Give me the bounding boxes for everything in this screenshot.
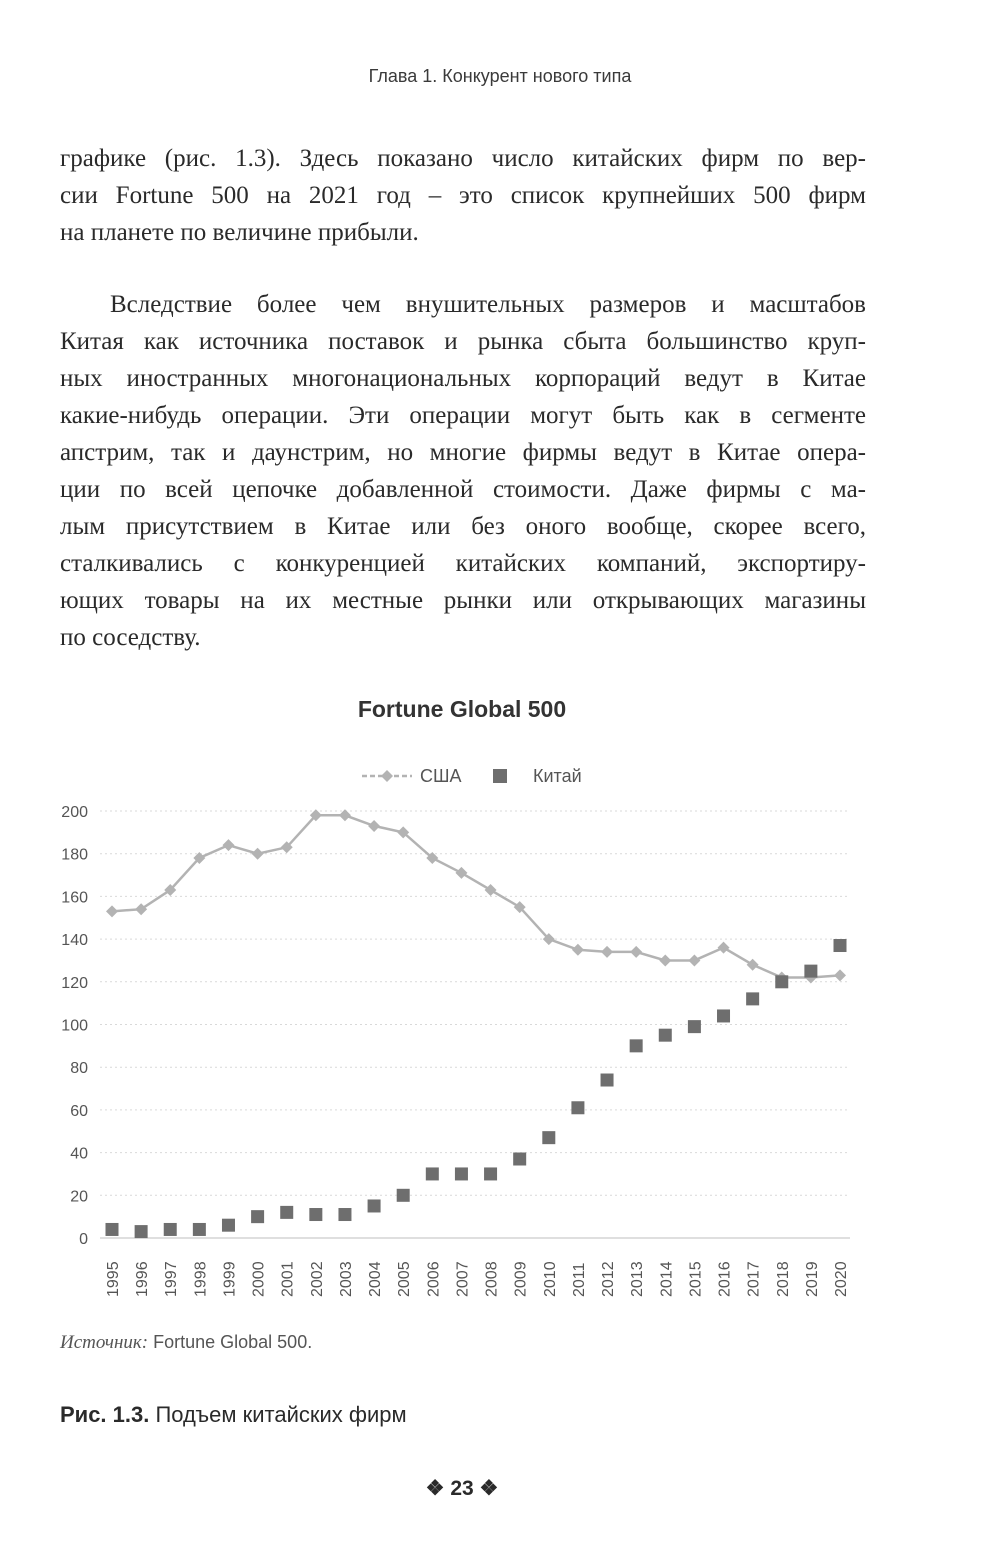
y-tick-label: 140	[61, 932, 88, 950]
x-tick-label: 2020	[833, 1261, 850, 1297]
x-tick-label: 2013	[629, 1261, 647, 1297]
x-tick-label: 2004	[367, 1261, 385, 1297]
figure-caption-text: Подъем китайских фирм	[155, 1402, 407, 1427]
usa-point	[630, 946, 642, 958]
china-point	[106, 1223, 119, 1236]
china-point	[746, 992, 759, 1005]
usa-point	[455, 867, 467, 879]
china-point	[135, 1225, 148, 1238]
china-point	[193, 1223, 206, 1236]
text-line: какие-нибудь операции. Эти операции могут быть как в сегменте	[60, 402, 866, 429]
china-point	[542, 1131, 555, 1144]
china-point	[164, 1223, 177, 1236]
y-tick-label: 120	[61, 974, 88, 992]
usa-point	[106, 905, 118, 917]
x-tick-label: 2017	[745, 1261, 763, 1297]
legend-usa-label: США	[420, 766, 462, 786]
y-tick-label: 80	[70, 1060, 88, 1078]
y-tick-label: 180	[61, 846, 88, 864]
text-line: ных иностранных многонациональных корпораций ведут в Китае	[60, 365, 866, 392]
y-tick-label: 20	[70, 1188, 88, 1206]
x-tick-label: 2019	[803, 1261, 821, 1297]
y-tick-label: 200	[61, 804, 88, 821]
x-tick-label: 2000	[250, 1261, 268, 1297]
china-point	[338, 1208, 351, 1221]
china-point	[397, 1189, 410, 1202]
text-line: Китая как источника поставок и рынка сбыта большинство круп-	[60, 328, 866, 355]
figure-caption	[60, 1402, 407, 1428]
x-tick-label: 2016	[716, 1261, 734, 1297]
x-tick-label: 1996	[134, 1261, 152, 1297]
source-label: Источник:	[60, 1332, 149, 1353]
x-tick-label: 2002	[308, 1261, 326, 1297]
running-head-title: Глава 1. Конкурент нового типа	[368, 66, 632, 86]
figure-caption-label: Рис. 1.3.	[60, 1402, 150, 1427]
china-point	[513, 1153, 526, 1166]
body-paragraph-1	[60, 140, 866, 251]
china-point	[484, 1167, 497, 1180]
body-paragraph-2	[60, 286, 866, 656]
chart-legend	[362, 766, 582, 786]
usa-point	[485, 884, 497, 896]
china-point	[309, 1208, 322, 1221]
legend-usa-marker	[381, 770, 393, 782]
fortune-chart	[0, 750, 900, 1310]
x-axis	[105, 1261, 850, 1297]
x-tick-label: 2018	[774, 1261, 792, 1297]
china-point	[368, 1199, 381, 1212]
x-tick-label: 1997	[163, 1261, 181, 1297]
china-point	[688, 1020, 701, 1033]
text-line: ции по всей цепочке добавленной стоимости. Даже фирмы с ма-	[60, 476, 866, 503]
y-tick-label: 40	[70, 1145, 88, 1163]
x-tick-label: 1998	[192, 1261, 210, 1297]
x-tick-label: 2011	[570, 1262, 588, 1297]
usa-point	[834, 969, 846, 981]
china-point	[251, 1210, 264, 1223]
legend-china-marker	[493, 769, 507, 783]
usa-point	[252, 848, 264, 860]
series-china	[106, 939, 847, 1238]
x-tick-label: 2001	[279, 1261, 297, 1297]
usa-point	[688, 954, 700, 966]
china-point	[775, 975, 788, 988]
usa-point	[659, 954, 671, 966]
text-line: апстрим, так и даунстрим, но многие фирмы ведут в Китае опера-	[60, 439, 866, 466]
x-tick-label: 1999	[221, 1261, 239, 1297]
usa-point	[601, 946, 613, 958]
source-text: Fortune Global 500.	[153, 1332, 313, 1352]
legend-china-label: Китай	[533, 766, 582, 786]
x-tick-label: 2015	[687, 1261, 705, 1297]
text-line: по соседству.	[60, 624, 201, 651]
china-point	[280, 1206, 293, 1219]
china-point	[804, 965, 817, 978]
x-tick-label: 2005	[396, 1261, 414, 1297]
y-tick-label: 100	[61, 1017, 88, 1035]
x-tick-label: 2009	[512, 1261, 530, 1297]
usa-point	[368, 820, 380, 832]
text-line: Вследствие более чем внушительных размеров и масштабов	[110, 291, 866, 318]
y-tick-label: 160	[61, 889, 88, 907]
ornament-icon: ❖	[425, 1477, 445, 1500]
text-line: ющих товары на их местные рынки или открывающих магазины	[60, 587, 866, 614]
text-line: графике (рис. 1.3). Здесь показано число китайских фирм по вер-	[60, 145, 866, 172]
usa-point	[747, 959, 759, 971]
y-axis	[61, 804, 88, 1248]
china-point	[455, 1167, 468, 1180]
x-tick-label: 2012	[600, 1261, 618, 1297]
x-tick-label: 2014	[658, 1261, 676, 1297]
usa-point	[718, 942, 730, 954]
ornament-icon: ❖	[479, 1477, 499, 1500]
x-tick-label: 1995	[105, 1261, 122, 1297]
chart-title: Fortune Global 500	[357, 696, 567, 722]
y-tick-label: 0	[79, 1231, 88, 1248]
x-tick-label: 2008	[483, 1261, 501, 1297]
x-tick-label: 2003	[337, 1261, 355, 1297]
text-line: сталкивались с конкуренцией китайских компаний, экспортиру-	[60, 550, 866, 577]
china-point	[717, 1009, 730, 1022]
china-point	[426, 1167, 439, 1180]
x-tick-label: 2006	[425, 1261, 443, 1297]
china-point	[659, 1029, 672, 1042]
china-point	[571, 1101, 584, 1114]
text-line: лым присутствием в Китае или без оного вообще, скорее всего,	[60, 513, 866, 540]
usa-point	[572, 944, 584, 956]
usa-point	[222, 839, 234, 851]
china-point	[834, 939, 847, 952]
y-tick-label: 60	[70, 1102, 88, 1120]
china-point	[222, 1219, 235, 1232]
x-tick-label: 2010	[541, 1261, 559, 1297]
x-tick-label: 2007	[454, 1261, 472, 1297]
chart-grid	[100, 811, 850, 1238]
china-point	[601, 1074, 614, 1087]
china-point	[630, 1039, 643, 1052]
source-note	[60, 1332, 312, 1354]
page-number	[0, 1476, 924, 1501]
text-line: сии Fortune 500 на 2021 год – это список крупнейших 500 фирм	[60, 182, 866, 209]
text-line: на планете по величине прибыли.	[60, 219, 419, 246]
page-number-value: 23	[450, 1477, 474, 1500]
running-head	[0, 66, 1000, 87]
